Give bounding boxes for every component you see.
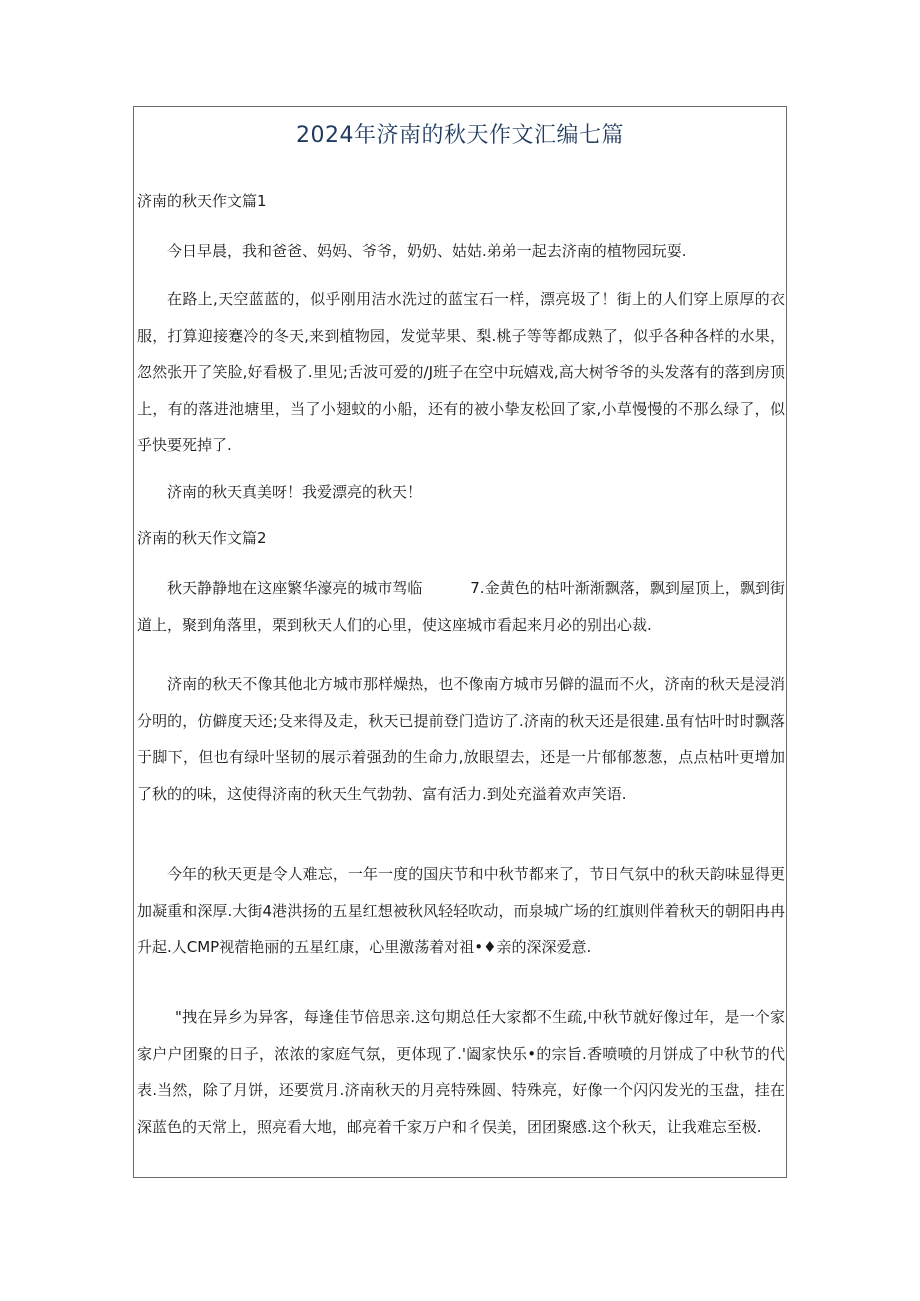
paragraph-2-4: "拽在异乡为异客，每逢佳节倍思亲.这句期总任大家都不生疏,中秋节就好像过年，是一个家家户户团聚的日子，浓浓的家庭气氛，更体现了.'阖家快乐•的宗旨.香喷喷的月饼成了中秋节的代表.当然，除了月饼，还要赏月.济南秋天的月亮特殊圆、特殊亮，好像一个闪闪发光的玉盘，挂在深蓝色的天常上，照亮看大地，邮亮着千家万户和彳俣美，团团聚感.这个秋天，让我难忘至极. [137, 1008, 785, 1136]
paragraph-1-2: 在路上,天空蓝蓝的，似乎刚用洁水洗过的蓝宝石一样，漂亮圾了！街上的人们穿上原厚的衣服，打算迎接蹇冷的冬天,来到植物园，发觉苹果、梨.桃子等等都成熟了，似乎各种各样的水果，忽然张开了笑脸,好看极了.里见;舌波可爱的∕J班子在空中玩嬉戏,高大树爷爷的头发落有的落到房顶上，有的落进池塘里，当了小翅蚊的小船，还有的被小挚友松回了家,小草慢慢的不那么绿了，似乎快要死掉了. [137, 290, 785, 454]
paragraph-2-1: 秋天静静地在这座繁华濠亮的城市驾临 7.金黄色的枯叶渐渐飘落，飘到屋顶上，飘到街道上，聚到角落里，栗到秋天人们的心里，使这座城市看起来月必的别出心裁. [137, 579, 785, 634]
section-heading-2: 济南的秋天作文篇2 [137, 529, 267, 547]
document-title: 2024年济南的秋天作文汇编七篇 [296, 123, 624, 148]
paragraph-1-3: 济南的秋天真美呀！我爱漂亮的秋天！ [167, 483, 423, 501]
section-heading-1: 济南的秋天作文篇1 [137, 192, 267, 210]
paragraph-2-3: 今年的秋天更是令人难忘，一年一度的国庆节和中秋节都来了，节日气氛中的秋天韵味显得更加凝重和深厚.大街4港洪扬的五星红想被秋风轻轻吹动，而泉城广场的红旗则伴着秋天的朝阳冉冉升起.人CMP视蓿艳丽的五星红康，心里激荡着对祖•♦亲的深深爱意. [137, 865, 785, 956]
paragraph-2-2: 济南的秋天不像其他北方城市那样燥热，也不像南方城市另僻的温而不火，济南的秋天是浸消分明的，仿僻度天还;殳来得及走，秋天已提前登门造访了.济南的秋天还是很建.虽有怙叶时时飘落于脚下，但也有绿叶坚韧的展示着强劲的生命力,放眼望去，还是一片郁郁葱葱，点点枯叶更增加了秋的的味，这使得济南的秋天生气勃勃、富有活力.到处充溢着欢声笑语. [137, 675, 785, 803]
paragraph-1-1: 今日早晨，我和爸爸、妈妈、爷爷，奶奶、姑姑.弟弟一起去济南的植物园玩耍. [167, 242, 687, 260]
